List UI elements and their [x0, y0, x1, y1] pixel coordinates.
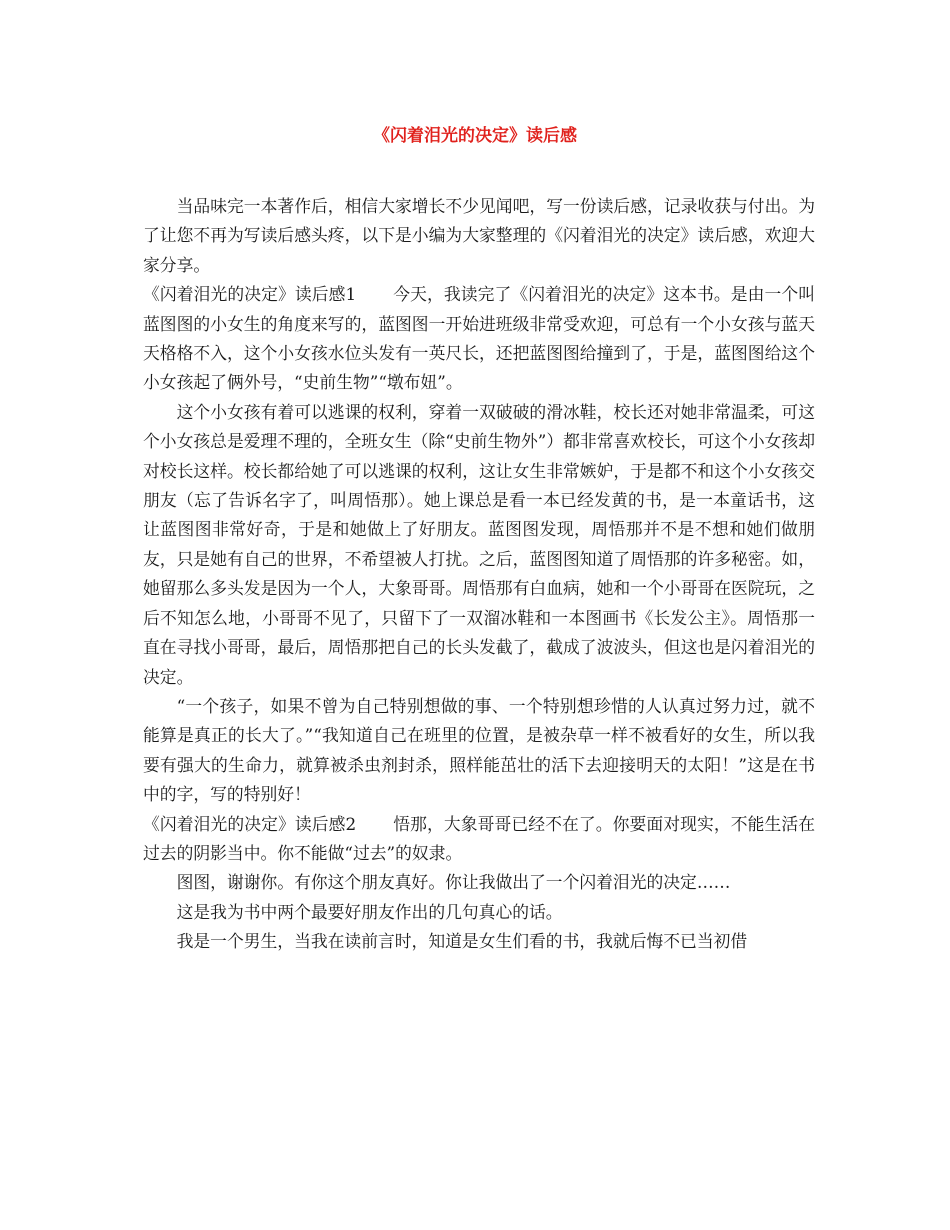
essay-2-paragraph-3: 这是我为书中两个最要好朋友作出的几句真心的话。	[176, 901, 563, 922]
intro-paragraph: 当品味完一本著作后，相信大家增长不少见闻吧，写一份读后感，记录收获与付出。为了让您不再为写读后感头疼，以下是小编为大家整理的《闪着泪光的决定》读后感，欢迎大家分享。	[143, 196, 815, 275]
essay-1-paragraph-2: 这个小女孩有着可以逃课的权利，穿着一双破破的滑冰鞋，校长还对她非常温柔，可这个小女孩总是爱理不理的，全班女生（除“史前生物外”）都非常喜欢校长，可这个小女孩却对校长这样。校长都给她了可以逃课的权利，这让女生非常嫉妒，于是都不和这个小女孩交朋友（忘了告诉名字了，叫周悟那）。她上课总是看一本已经发黄的书，是一本童话书，这让蓝图图非常好奇，于是和她做上了好朋友。蓝图图发现，周悟那并不是不想和她们做朋友，只是她有自己的世界，不希望被人打扰。之后，蓝图图知道了周悟那的许多秘密。如，她留那么多头发是因为一个人，大象哥哥。周悟那有白血病，她和一个小哥哥在医院玩，之后不知怎么地，小哥哥不见了，只留下了一双溜冰鞋和一本图画书《长发公主》。周悟那一直在寻找小哥哥，最后，周悟那把自己的长头发截了，截成了波波头，但这也是闪着泪光的决定。	[143, 401, 815, 687]
document-title: 《闪着泪光的决定》读后感	[373, 126, 577, 146]
essay-2-paragraph-2: 图图，谢谢你。有你这个朋友真好。你让我做出了一个闪着泪光的决定……	[176, 872, 731, 893]
essay-2-heading: 《闪着泪光的决定》读后感2	[143, 813, 357, 834]
essay-2-first-paragraph	[143, 810, 815, 869]
essay-1-paragraph-3: “一个孩子，如果不曾为自己特别想做的事、一个特别想珍惜的人认真过努力过，就不能算是真正的长大了。”“我知道自己在班里的位置，是被杂草一样不被看好的女生，所以我要有强大的生命力，就算被杀虫剂封杀，照样能茁壮的活下去迎接明天的太阳！”这是在书中的字，写的特别好！	[143, 695, 815, 805]
essay-1-heading: 《闪着泪光的决定》读后感1	[143, 284, 357, 305]
essay-1-first-paragraph	[143, 280, 815, 398]
document-body	[143, 192, 815, 957]
essay-1-paragraph-1: 今天，我读完了《闪着泪光的决定》这本书。是由一个叫蓝图图的小女生的角度来写的，蓝图图一开始进班级非常受欢迎，可总有一个小女孩与蓝天天格格不入，这个小女孩水位头发有一英尺长，还把蓝图图给撞到了，于是，蓝图图给这个小女孩起了俩外号，“史前生物”“墩布妞”。	[143, 284, 815, 393]
essay-2-paragraph-1: 悟那，大象哥哥已经不在了。你要面对现实，不能生活在过去的阴影当中。你不能做“过去”的奴隶。	[143, 813, 815, 863]
essay-2-paragraph-4: 我是一个男生，当我在读前言时，知道是女生们看的书，我就后悔不已当初借	[176, 931, 748, 952]
